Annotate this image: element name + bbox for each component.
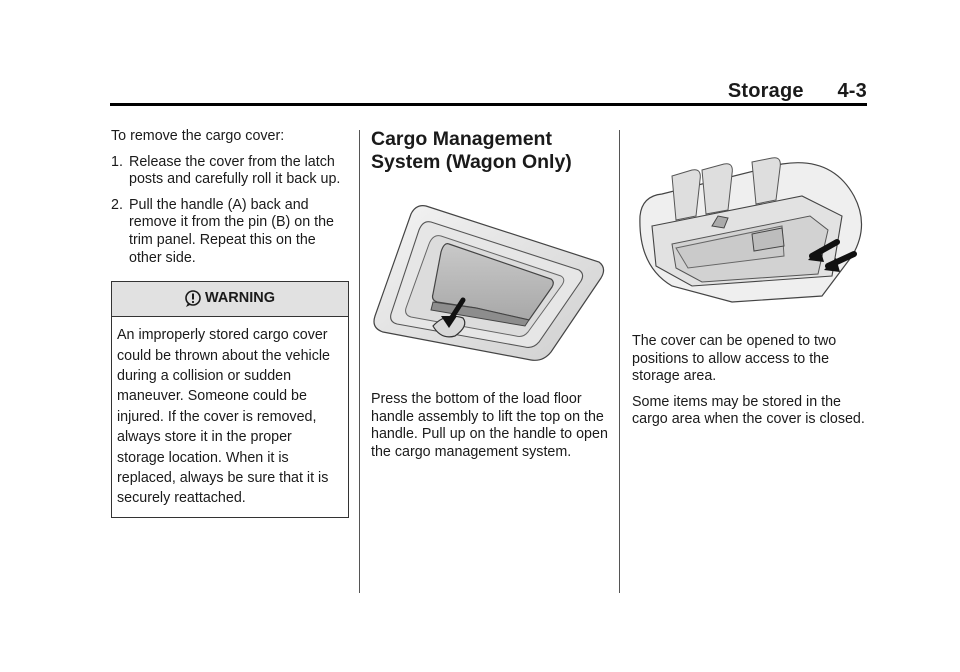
column-divider-1 xyxy=(359,130,360,593)
warning-text: An improperly stored cargo cover could be thrown about the vehicle during a collision or sudden maneuver. Someone could be injured. If the cover is removed, always store it in the proper storage location. When it is replaced, always be sure that it is securely reattached. xyxy=(117,327,331,507)
intro-text: To remove the cargo cover: xyxy=(111,128,285,144)
section-title: Storage xyxy=(727,80,804,102)
warning-caution-icon xyxy=(185,290,201,308)
page-number: 4-3 xyxy=(837,80,867,102)
load-floor-handle-illustration xyxy=(371,204,606,369)
step-number: 2. xyxy=(111,196,123,213)
step-number: 1. xyxy=(111,153,123,170)
steps-list xyxy=(111,154,351,268)
page-header xyxy=(728,80,867,103)
cargo-area-illustration xyxy=(632,156,872,311)
step-text: Pull the handle (A) back and remove it from the pin (B) on the trim panel. Repeat this on the other side. xyxy=(129,196,335,266)
warning-header xyxy=(112,282,348,317)
warning-box xyxy=(111,281,349,518)
header-rule xyxy=(110,103,867,106)
list-item xyxy=(111,197,351,267)
column-3-text xyxy=(632,333,867,437)
warning-title: WARNING xyxy=(204,290,276,307)
column-2 xyxy=(371,128,611,174)
list-item xyxy=(111,154,351,189)
cargo-storage-text: Some items may be stored in the cargo area when the cover is closed. xyxy=(632,393,865,428)
cover-positions-text: The cover can be opened to two positions to allow access to the storage area. xyxy=(632,333,837,385)
column-divider-2 xyxy=(619,130,620,593)
column-1 xyxy=(111,128,351,518)
step-text: Release the cover from the latch posts and carefully roll it back up. xyxy=(129,153,341,188)
cargo-management-text: Press the bottom of the load floor handle assembly to lift the top on the handle. Pull up on the handle to open the cargo management system. xyxy=(371,391,608,460)
section-heading: Cargo Management System (Wagon Only) xyxy=(371,128,572,173)
